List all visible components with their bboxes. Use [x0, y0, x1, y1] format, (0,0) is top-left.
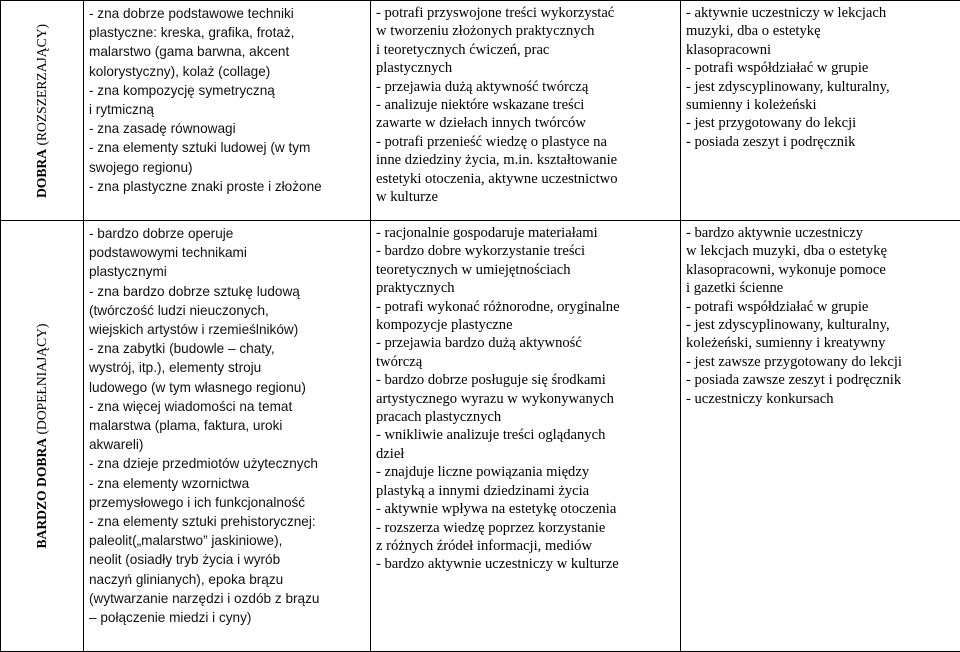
grade-row-dobra	[1, 1, 960, 221]
cell-line: sumienny i koleżeński	[686, 96, 955, 114]
cell-line: wystrój, itp.), elementy stroju	[89, 358, 365, 377]
grade-label-cell	[1, 1, 84, 221]
cell-line: - jest zdyscyplinowany, kulturalny,	[686, 316, 955, 334]
cell-line: - bardzo dobrze operuje	[89, 224, 365, 243]
cell-line: i rytmiczną	[89, 100, 365, 119]
cell-line: - potrafi przyswojone treści wykorzystać	[376, 4, 675, 22]
knowledge-cell	[84, 221, 371, 652]
cell-line: - zna bardzo dobrze sztukę ludową	[89, 282, 365, 301]
attitude-cell	[681, 221, 960, 652]
cell-line: - analizuje niektóre wskazane treści	[376, 96, 675, 114]
cell-line: - zna plastyczne znaki proste i złożone	[89, 177, 365, 196]
cell-line: akwareli)	[89, 435, 365, 454]
cell-line: i gazetki ścienne	[686, 279, 955, 297]
cell-line: malarstwa (plama, faktura, uroki	[89, 416, 365, 435]
cell-line: klasopracowni	[686, 41, 955, 59]
cell-line: w tworzeniu złożonych praktycznych	[376, 22, 675, 40]
cell-line: - aktywnie wpływa na estetykę otoczenia	[376, 500, 675, 518]
cell-line: w kulturze	[376, 188, 675, 206]
cell-line: - wnikliwie analizuje treści oglądanych	[376, 426, 675, 444]
cell-line: - bardzo aktywnie uczestniczy w kulturze	[376, 555, 675, 573]
cell-line: plastyką a innymi dziedzinami życia	[376, 482, 675, 500]
cell-line: artystycznego wyrazu w wykonywanych	[376, 390, 675, 408]
cell-line: wiejskich artystów i rzemieślników)	[89, 320, 365, 339]
cell-line: - znajduje liczne powiązania między	[376, 463, 675, 481]
cell-line: kolorystyczny), kolaż (collage)	[89, 62, 365, 81]
cell-line: przemysłowego i ich funkcjonalność	[89, 493, 365, 512]
cell-line: pracach plastycznych	[376, 408, 675, 426]
cell-line: - jest zdyscyplinowany, kulturalny,	[686, 78, 955, 96]
cell-line: neolit (osiadły tryb życia i wyrób	[89, 550, 365, 569]
cell-line: plastyczne: kreska, grafika, frotaż,	[89, 23, 365, 42]
cell-line: - rozszerza wiedzę poprzez korzystanie	[376, 519, 675, 537]
cell-line: naczyń glinianych), epoka brązu	[89, 570, 365, 589]
cell-line: - przejawia dużą aktywność twórczą	[376, 78, 675, 96]
cell-line: ludowego (w tym własnego regionu)	[89, 378, 365, 397]
cell-line: - bardzo aktywnie uczestniczy	[686, 224, 955, 242]
cell-line: kompozycje plastyczne	[376, 316, 675, 334]
cell-line: - potrafi współdziałać w grupie	[686, 59, 955, 77]
grade-label-cell	[1, 221, 84, 652]
attitude-cell	[681, 1, 960, 221]
grade-row-bardzo-dobra	[1, 221, 960, 652]
cell-line: paleolit(„malarstwo” jaskiniowe),	[89, 531, 365, 550]
grade-label: BARDZO DOBRA (DOPEŁNIAJĄCY)	[33, 323, 51, 548]
cell-line: swojego regionu)	[89, 158, 365, 177]
cell-line: – połączenie miedzi i cyny)	[89, 608, 365, 627]
cell-line: - jest przygotowany do lekcji	[686, 114, 955, 132]
cell-line: - zna więcej wiadomości na temat	[89, 397, 365, 416]
cell-line: (twórczość ludzi nieuczonych,	[89, 301, 365, 320]
cell-line: - zna dobrze podstawowe techniki	[89, 4, 365, 23]
cell-line: - zna elementy wzornictwa	[89, 474, 365, 493]
cell-line: - aktywnie uczestniczy w lekcjach	[686, 4, 955, 22]
cell-line: - uczestniczy konkursach	[686, 390, 955, 408]
skills-cell	[371, 1, 681, 221]
cell-line: dzieł	[376, 445, 675, 463]
cell-line: w lekcjach muzyki, dba o estetykę	[686, 242, 955, 260]
cell-line: - racjonalnie gospodaruje materiałami	[376, 224, 675, 242]
cell-line: teoretycznych w umiejętnościach	[376, 261, 675, 279]
cell-line: plastycznymi	[89, 262, 365, 281]
cell-line: - zna dzieje przedmiotów użytecznych	[89, 454, 365, 473]
cell-line: z różnych źródeł informacji, mediów	[376, 537, 675, 555]
cell-line: plastycznych	[376, 59, 675, 77]
skills-cell	[371, 221, 681, 652]
cell-line: malarstwo (gama barwna, akcent	[89, 42, 365, 61]
cell-line: - posiada zawsze zeszyt i podręcznik	[686, 371, 955, 389]
knowledge-cell	[84, 1, 371, 221]
cell-line: estetyki otoczenia, aktywne uczestnictwo	[376, 170, 675, 188]
cell-line: praktycznych	[376, 279, 675, 297]
cell-line: - zna zabytki (budowle – chaty,	[89, 339, 365, 358]
grade-label: DOBRA (ROZSZERZAJĄCY)	[33, 23, 51, 197]
cell-line: (wytwarzanie narzędzi i ozdób z brązu	[89, 589, 365, 608]
cell-line: - potrafi wykonać różnorodne, oryginalne	[376, 298, 675, 316]
cell-line: - bardzo dobre wykorzystanie treści	[376, 242, 675, 260]
cell-line: twórczą	[376, 353, 675, 371]
cell-line: podstawowymi technikami	[89, 243, 365, 262]
cell-line: klasopracowni, wykonuje pomoce	[686, 261, 955, 279]
cell-line: - zna elementy sztuki ludowej (w tym	[89, 138, 365, 157]
cell-line: - potrafi przenieść wiedzę o plastyce na	[376, 133, 675, 151]
cell-line: i teoretycznych ćwiczeń, prac	[376, 41, 675, 59]
cell-line: - bardzo dobrze posługuje się środkami	[376, 371, 675, 389]
cell-line: - zna elementy sztuki prehistorycznej:	[89, 512, 365, 531]
cell-line: - jest zawsze przygotowany do lekcji	[686, 353, 955, 371]
cell-line: - posiada zeszyt i podręcznik	[686, 133, 955, 151]
cell-line: muzyki, dba o estetykę	[686, 22, 955, 40]
cell-line: - przejawia bardzo dużą aktywność	[376, 334, 675, 352]
cell-line: koleżeński, sumienny i kreatywny	[686, 334, 955, 352]
cell-line: - potrafi współdziałać w grupie	[686, 298, 955, 316]
cell-line: - zna zasadę równowagi	[89, 119, 365, 138]
cell-line: - zna kompozycję symetryczną	[89, 81, 365, 100]
cell-line: zawarte w dziełach innych twórców	[376, 114, 675, 132]
cell-line: inne dziedziny życia, m.in. kształtowanie	[376, 151, 675, 169]
